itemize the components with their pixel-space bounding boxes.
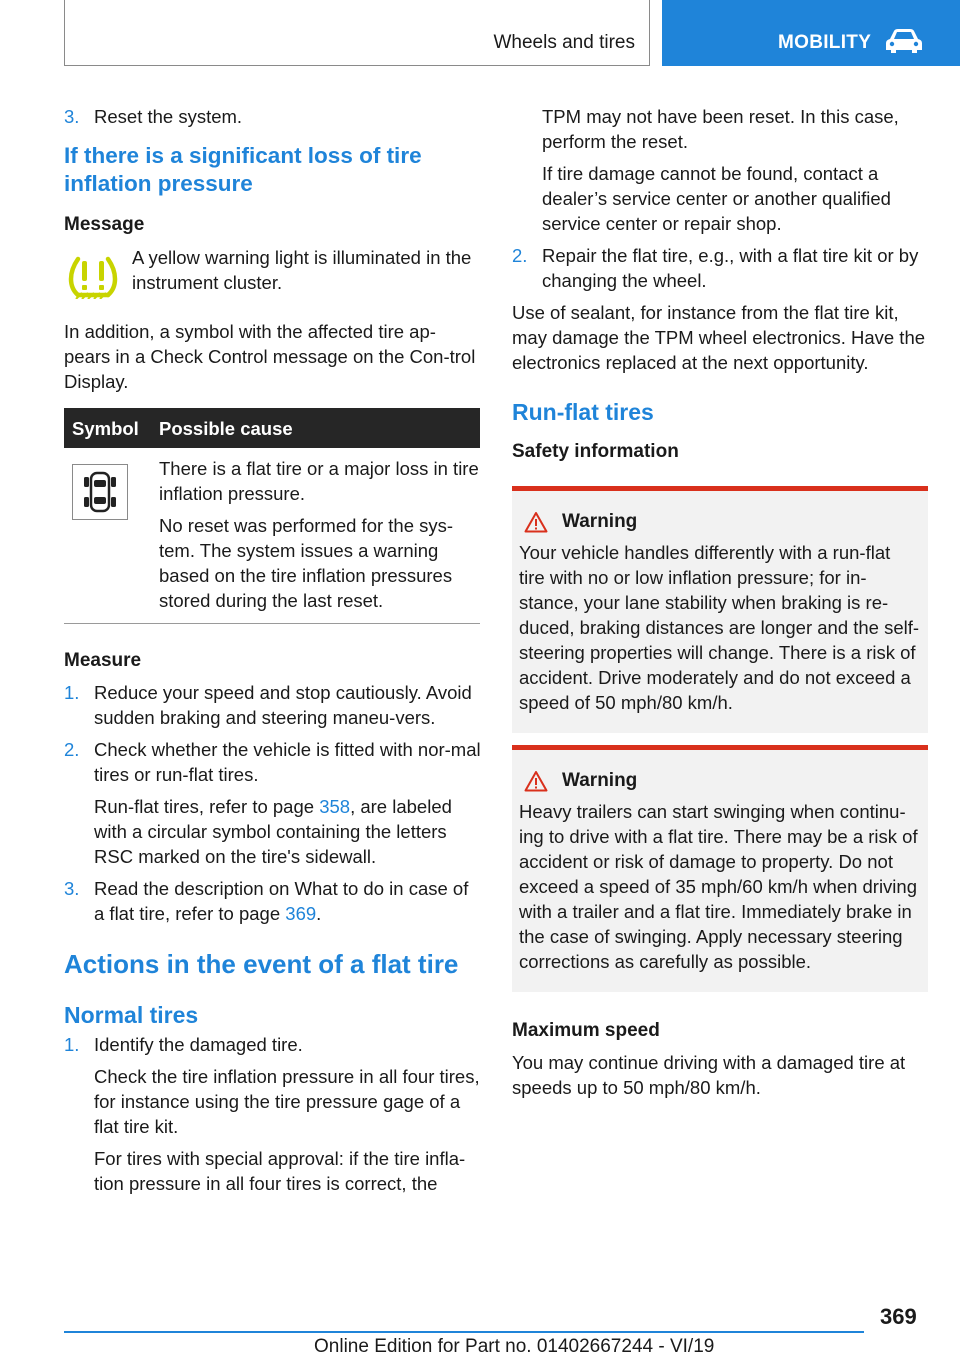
header-section-title: Wheels and tires <box>493 32 635 53</box>
safety-information-heading: Safety information <box>512 441 679 462</box>
header-chapter-title: MOBILITY <box>778 32 872 53</box>
warning-triangle-icon <box>524 511 548 533</box>
page-link-358[interactable]: 358 <box>319 796 351 817</box>
header-chapter-tab[interactable] <box>662 0 960 66</box>
step-text: Identify the damaged tire. <box>94 1034 303 1055</box>
continued-text-2: If tire damage cannot be found, contact a dealer’s service center or another qualified service center or repair shop. <box>542 163 891 234</box>
step-number: 3. <box>64 106 80 127</box>
warning-text: Your vehicle handles differently with a run-flat tire with no or low inflation pressure; for in-stance, your lane stability when braking is re-duced, braking distances are longer and the self-steering properties will change. There is a risk of accident. Drive moderately and do not exceed a speed of 50 mph/80 km/h. <box>519 542 920 713</box>
heading-normal-tires: Normal tires <box>64 1002 199 1028</box>
cause-text-2: No reset was performed for the sys-tem. The system issues a warning based on the tire inflation pressures stored during the last reset. <box>159 515 454 611</box>
heading-run-flat-tires: Run-flat tires <box>512 399 654 425</box>
warning-triangle-icon <box>524 770 548 792</box>
repair-step-2 <box>512 243 928 293</box>
footer-divider <box>64 1331 864 1333</box>
measure-step-1 <box>64 680 482 730</box>
symbol-table <box>64 408 480 624</box>
warning-title-text: Warning <box>562 770 638 791</box>
right-column <box>512 104 928 1100</box>
message-heading: Message <box>64 214 145 235</box>
normal-step-1 <box>64 1032 482 1057</box>
warning-box-1 <box>512 486 928 733</box>
step-text: Read the description on What to do in case of a flat tire, refer to page <box>94 878 469 924</box>
step-number: 3. <box>64 878 80 899</box>
normal-text-2: For tires with special approval: if the tire infla-tion pressure in all four tires is correct, the <box>94 1148 466 1194</box>
step-reset <box>64 104 482 129</box>
continued-text-1: TPM may not have been reset. In this case, perform the reset. <box>542 106 899 152</box>
car-tires-top-view-icon <box>72 464 128 520</box>
table-cell-cause <box>159 456 480 613</box>
measure-step-2 <box>64 737 482 787</box>
warning-title-text: Warning <box>562 511 638 532</box>
heading-significant-loss: If there is a significant loss of tire inflation pressure <box>64 143 422 196</box>
left-column <box>64 104 482 1196</box>
warning-title <box>519 768 920 793</box>
step-number: 1. <box>64 1034 80 1055</box>
runflat-note <box>64 794 482 869</box>
warning-box-2 <box>512 745 928 992</box>
header-section-box <box>64 0 650 66</box>
table-header-cause: Possible cause <box>159 417 293 439</box>
table-header <box>64 408 480 448</box>
footer-edition: Online Edition for Part no. 01402667244 - VI/19 <box>314 1336 715 1357</box>
runflat-note-text-after: , are labeled with a circular symbol containing the letters RSC marked on the tire's sidewall. <box>94 796 452 867</box>
maximum-speed-heading: Maximum speed <box>512 1020 660 1041</box>
step-text: Check whether the vehicle is fitted with nor-mal tires or run-flat tires. <box>94 739 481 785</box>
cause-text-1: There is a flat tire or a major loss in tire inflation pressure. <box>159 458 479 504</box>
warning-title <box>519 509 920 534</box>
message-block <box>64 245 482 319</box>
addition-text: In addition, a symbol with the affected tire ap-pears in a Check Control message on the Con-trol Display. <box>64 321 476 392</box>
warning-text: Heavy trailers can start swinging when continu-ing to drive with a flat tire. There may be a risk of accident or risk of damage to property. Do not exceed a speed of 35 mph/60 km/h when driving with a trailer and a flat tire. Immediately brake in the case of swinging. Apply necessary steering corrections as carefully as possible. <box>519 801 918 972</box>
heading-actions-flat-tire: Actions in the event of a flat tire <box>64 949 459 979</box>
step-text: Repair the flat tire, e.g., with a flat tire kit or by changing the wheel. <box>542 245 919 291</box>
runflat-note-text: Run-flat tires, refer to page <box>94 796 320 817</box>
message-text: A yellow warning light is illuminated in the instrument cluster. <box>132 247 472 293</box>
normal-text-1: Check the tire inflation pressure in all four tires, for instance using the tire pressure gage of a flat tire kit. <box>94 1066 480 1137</box>
car-icon <box>884 28 924 54</box>
tire-pressure-warning-icon <box>68 255 118 299</box>
measure-heading: Measure <box>64 650 142 671</box>
step-text: Reduce your speed and stop cautiously. Avoid sudden braking and steering maneu-vers. <box>94 682 472 728</box>
sealant-text: Use of sealant, for instance from the flat tire kit, may damage the TPM wheel electronics. Have the electronics replaced at the next opportunity. <box>512 302 926 373</box>
table-row <box>64 448 480 624</box>
step-text: Reset the system. <box>94 106 243 127</box>
step-text-after: . <box>316 903 322 924</box>
measure-step-3 <box>64 876 482 926</box>
table-cell-symbol <box>64 456 159 613</box>
page-number: 369 <box>880 1304 917 1329</box>
step-number: 2. <box>64 739 80 760</box>
page-link-369[interactable]: 369 <box>285 903 317 924</box>
table-header-symbol: Symbol <box>72 417 139 439</box>
step-number: 1. <box>64 682 80 703</box>
step-number: 2. <box>512 245 528 266</box>
maximum-speed-text: You may continue driving with a damaged tire at speeds up to 50 mph/80 km/h. <box>512 1052 906 1098</box>
